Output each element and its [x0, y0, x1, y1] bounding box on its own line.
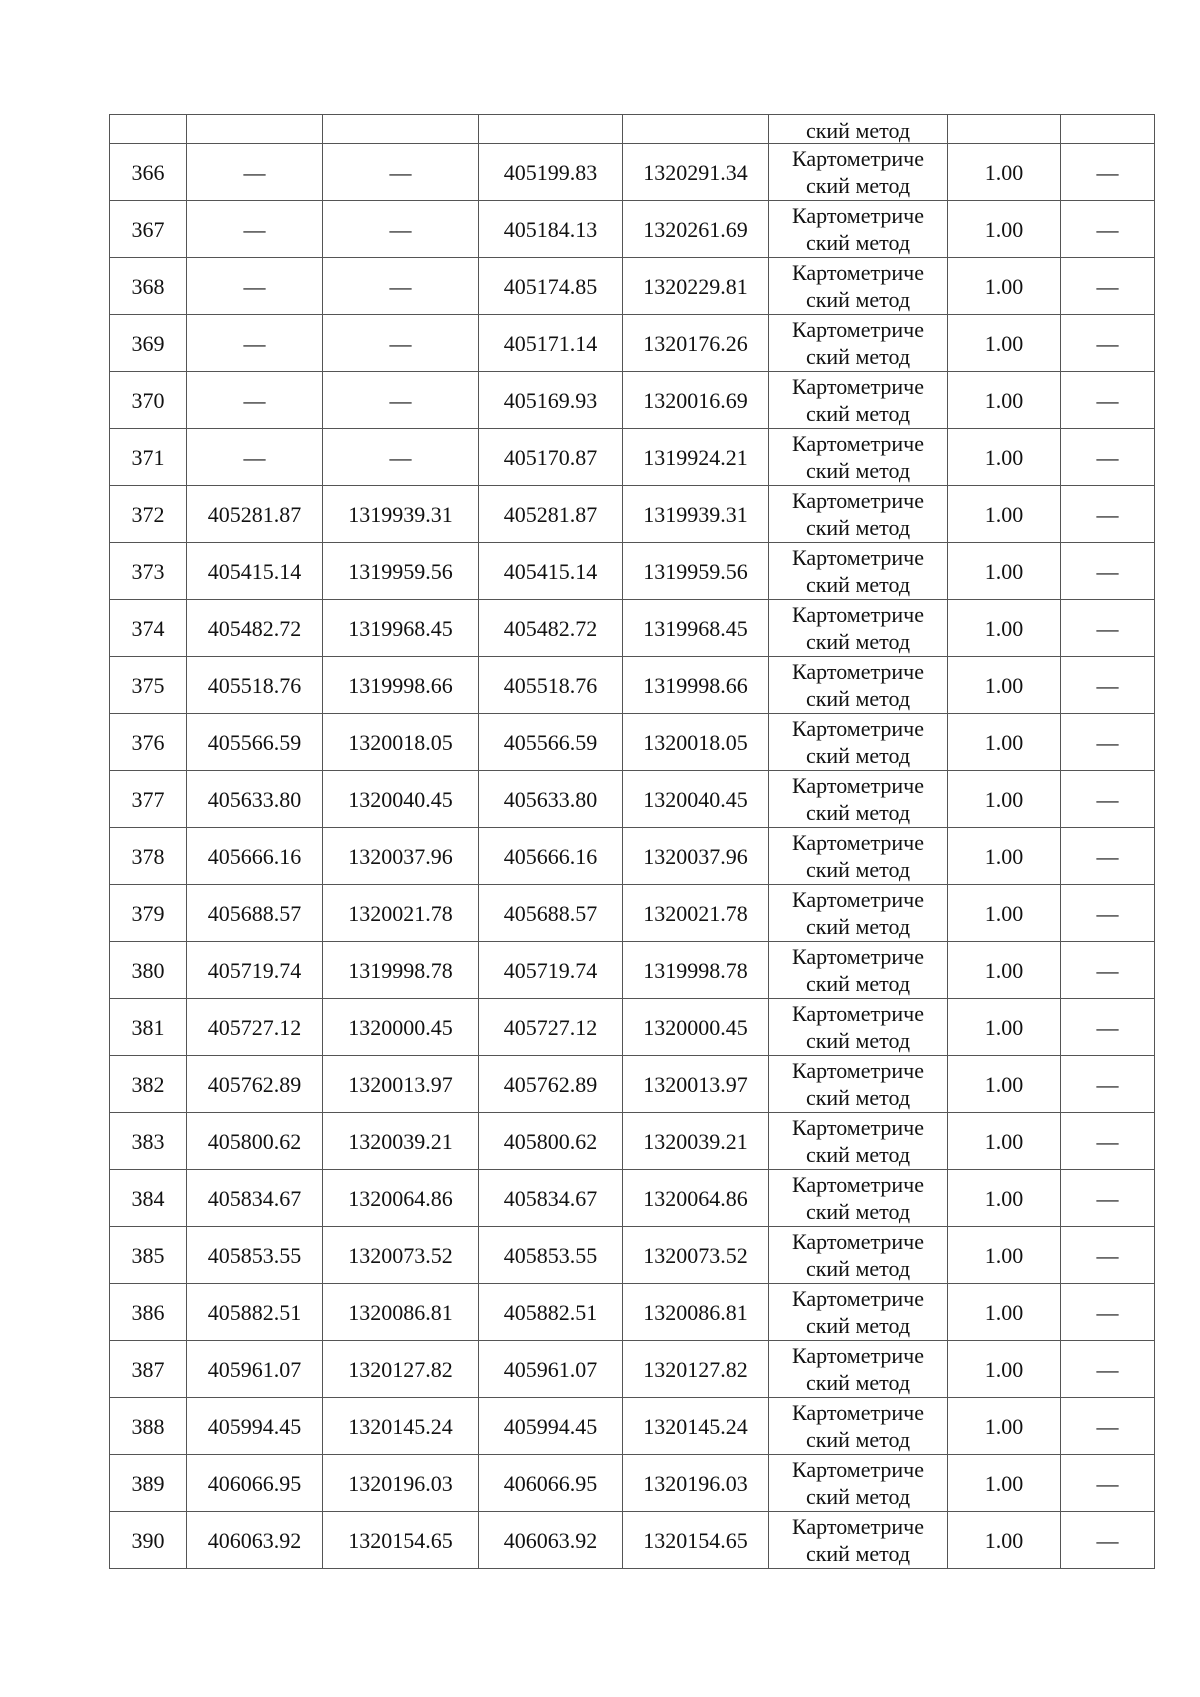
point-number-cell: 380 — [110, 942, 187, 999]
accuracy-cell: 1.00 — [948, 657, 1061, 714]
y-existing-cell: 1319998.78 — [323, 942, 479, 999]
y-existing-cell: 1319959.56 — [323, 543, 479, 600]
y-new-cell: 1319959.56 — [623, 543, 769, 600]
note-cell: — — [1061, 1170, 1155, 1227]
method-cell — [769, 1512, 948, 1569]
point-number-cell: 371 — [110, 429, 187, 486]
point-number-cell: 378 — [110, 828, 187, 885]
continuation-cell-y-new — [623, 115, 769, 144]
point-number-cell: 370 — [110, 372, 187, 429]
x-existing-cell: 405834.67 — [187, 1170, 323, 1227]
y-new-cell: 1319968.45 — [623, 600, 769, 657]
x-existing-cell: — — [187, 258, 323, 315]
method-line-2: ский метод — [805, 515, 911, 540]
continuation-cell-x-existing — [187, 115, 323, 144]
method-cell — [769, 1227, 948, 1284]
y-existing-cell: — — [323, 429, 479, 486]
x-existing-cell: 406063.92 — [187, 1512, 323, 1569]
table-row — [110, 315, 1155, 372]
note-cell: — — [1061, 1113, 1155, 1170]
point-number-cell: 387 — [110, 1341, 187, 1398]
point-number-cell: 368 — [110, 258, 187, 315]
method-cell — [769, 828, 948, 885]
method-line-1: Картометриче — [792, 146, 924, 171]
x-new-cell: 405174.85 — [479, 258, 623, 315]
x-new-cell: 405727.12 — [479, 999, 623, 1056]
x-new-cell: 405994.45 — [479, 1398, 623, 1455]
point-number-cell: 373 — [110, 543, 187, 600]
point-number-cell: 374 — [110, 600, 187, 657]
x-existing-cell: 405666.16 — [187, 828, 323, 885]
accuracy-cell: 1.00 — [948, 258, 1061, 315]
point-number-cell: 367 — [110, 201, 187, 258]
table-row — [110, 1227, 1155, 1284]
x-new-cell: 405666.16 — [479, 828, 623, 885]
table-row — [110, 999, 1155, 1056]
y-new-cell: 1319998.66 — [623, 657, 769, 714]
point-number-cell: 369 — [110, 315, 187, 372]
y-existing-cell: 1320040.45 — [323, 771, 479, 828]
method-cell — [769, 942, 948, 999]
table-row — [110, 1455, 1155, 1512]
method-cell — [769, 1056, 948, 1113]
table-row — [110, 1170, 1155, 1227]
method-line-2: ский метод — [805, 857, 911, 882]
x-new-cell: 405853.55 — [479, 1227, 623, 1284]
accuracy-cell: 1.00 — [948, 771, 1061, 828]
note-cell: — — [1061, 201, 1155, 258]
method-line-2: ский метод — [805, 800, 911, 825]
y-new-cell: 1320154.65 — [623, 1512, 769, 1569]
point-number-cell: 366 — [110, 144, 187, 201]
note-cell: — — [1061, 1341, 1155, 1398]
continuation-cell-number — [110, 115, 187, 144]
accuracy-cell: 1.00 — [948, 1056, 1061, 1113]
method-line-1: Картометриче — [792, 1286, 924, 1311]
method-line-2: ский метод — [805, 572, 911, 597]
point-number-cell: 386 — [110, 1284, 187, 1341]
x-existing-cell: 405415.14 — [187, 543, 323, 600]
x-new-cell: 405184.13 — [479, 201, 623, 258]
y-new-cell: 1320291.34 — [623, 144, 769, 201]
method-cell — [769, 999, 948, 1056]
method-line-2: ский метод — [805, 1199, 911, 1224]
accuracy-cell: 1.00 — [948, 1170, 1061, 1227]
note-cell: — — [1061, 372, 1155, 429]
y-existing-cell: 1320018.05 — [323, 714, 479, 771]
point-number-cell: 384 — [110, 1170, 187, 1227]
y-existing-cell: — — [323, 315, 479, 372]
x-new-cell: 405170.87 — [479, 429, 623, 486]
method-line-2: ский метод — [805, 401, 911, 426]
method-line-1: Картометриче — [792, 1229, 924, 1254]
accuracy-cell: 1.00 — [948, 201, 1061, 258]
x-new-cell: 405171.14 — [479, 315, 623, 372]
x-new-cell: 405415.14 — [479, 543, 623, 600]
x-new-cell: 405834.67 — [479, 1170, 623, 1227]
method-line-1: Картометриче — [792, 659, 924, 684]
table-row — [110, 600, 1155, 657]
continuation-cell-y-existing — [323, 115, 479, 144]
y-new-cell: 1320145.24 — [623, 1398, 769, 1455]
table-row — [110, 1113, 1155, 1170]
method-line-2: ский метод — [805, 1427, 911, 1452]
table-row — [110, 201, 1155, 258]
note-cell: — — [1061, 771, 1155, 828]
x-existing-cell: 405853.55 — [187, 1227, 323, 1284]
method-line-2: ский метод — [805, 230, 911, 255]
method-cell — [769, 429, 948, 486]
table-row — [110, 1056, 1155, 1113]
note-cell: — — [1061, 999, 1155, 1056]
method-cell — [769, 315, 948, 372]
continuation-cell-note — [1061, 115, 1155, 144]
method-cell — [769, 144, 948, 201]
y-new-cell: 1320018.05 — [623, 714, 769, 771]
accuracy-cell: 1.00 — [948, 1398, 1061, 1455]
x-existing-cell: 405762.89 — [187, 1056, 323, 1113]
method-line-1: Картометриче — [792, 1514, 924, 1539]
x-new-cell: 405688.57 — [479, 885, 623, 942]
method-cell — [769, 657, 948, 714]
point-number-cell: 389 — [110, 1455, 187, 1512]
y-existing-cell: 1320145.24 — [323, 1398, 479, 1455]
method-line-2: ский метод — [805, 1142, 911, 1167]
accuracy-cell: 1.00 — [948, 600, 1061, 657]
y-new-cell: 1320013.97 — [623, 1056, 769, 1113]
method-line-2: ский метод — [805, 1541, 911, 1566]
y-new-cell: 1320040.45 — [623, 771, 769, 828]
note-cell: — — [1061, 315, 1155, 372]
method-line-2: ский метод — [805, 287, 911, 312]
y-existing-cell: 1320073.52 — [323, 1227, 479, 1284]
y-new-cell: 1320176.26 — [623, 315, 769, 372]
y-existing-cell: 1320154.65 — [323, 1512, 479, 1569]
y-new-cell: 1320037.96 — [623, 828, 769, 885]
x-existing-cell: 405482.72 — [187, 600, 323, 657]
method-cell — [769, 258, 948, 315]
method-cell — [769, 600, 948, 657]
x-new-cell: 405482.72 — [479, 600, 623, 657]
y-new-cell: 1320073.52 — [623, 1227, 769, 1284]
table-row — [110, 372, 1155, 429]
point-number-cell: 372 — [110, 486, 187, 543]
y-new-cell: 1319924.21 — [623, 429, 769, 486]
method-line-2: ский метод — [805, 1370, 911, 1395]
x-existing-cell: 405518.76 — [187, 657, 323, 714]
method-line-2: ский метод — [805, 914, 911, 939]
table-row — [110, 543, 1155, 600]
accuracy-cell: 1.00 — [948, 315, 1061, 372]
method-line-2: ский метод — [805, 173, 911, 198]
method-line-1: Картометриче — [792, 944, 924, 969]
method-line-1: Картометриче — [792, 1058, 924, 1083]
accuracy-cell: 1.00 — [948, 144, 1061, 201]
x-existing-cell: — — [187, 201, 323, 258]
y-existing-cell: 1319968.45 — [323, 600, 479, 657]
note-cell: — — [1061, 1056, 1155, 1113]
method-line-2: ский метод — [805, 629, 911, 654]
x-existing-cell: 405566.59 — [187, 714, 323, 771]
y-existing-cell: 1320086.81 — [323, 1284, 479, 1341]
x-new-cell: 405762.89 — [479, 1056, 623, 1113]
x-existing-cell: 405719.74 — [187, 942, 323, 999]
point-number-cell: 382 — [110, 1056, 187, 1113]
method-line-1: Картометриче — [792, 716, 924, 741]
x-new-cell: 405961.07 — [479, 1341, 623, 1398]
x-new-cell: 405518.76 — [479, 657, 623, 714]
y-existing-cell: 1320021.78 — [323, 885, 479, 942]
y-new-cell: 1320064.86 — [623, 1170, 769, 1227]
coordinates-table — [109, 114, 1155, 1569]
method-cell — [769, 1170, 948, 1227]
y-existing-cell: 1320064.86 — [323, 1170, 479, 1227]
x-existing-cell: 405688.57 — [187, 885, 323, 942]
note-cell: — — [1061, 1455, 1155, 1512]
y-new-cell: 1320229.81 — [623, 258, 769, 315]
method-cell — [769, 771, 948, 828]
method-line-1: Картометриче — [792, 545, 924, 570]
method-line-1: Картометриче — [792, 773, 924, 798]
x-new-cell: 405281.87 — [479, 486, 623, 543]
method-cell — [769, 885, 948, 942]
accuracy-cell: 1.00 — [948, 1341, 1061, 1398]
note-cell: — — [1061, 1512, 1155, 1569]
y-existing-cell: 1320037.96 — [323, 828, 479, 885]
method-line-1: Картометриче — [792, 1343, 924, 1368]
y-new-cell: 1320127.82 — [623, 1341, 769, 1398]
table-row — [110, 1341, 1155, 1398]
method-cell — [769, 543, 948, 600]
note-cell: — — [1061, 1227, 1155, 1284]
point-number-cell: 381 — [110, 999, 187, 1056]
method-line-1: Картометриче — [792, 1001, 924, 1026]
note-cell: — — [1061, 486, 1155, 543]
y-existing-cell: 1320039.21 — [323, 1113, 479, 1170]
x-existing-cell: 405281.87 — [187, 486, 323, 543]
x-existing-cell: — — [187, 315, 323, 372]
accuracy-cell: 1.00 — [948, 942, 1061, 999]
y-existing-cell: — — [323, 144, 479, 201]
table-row — [110, 429, 1155, 486]
point-number-cell: 388 — [110, 1398, 187, 1455]
x-new-cell: 405199.83 — [479, 144, 623, 201]
table-row — [110, 714, 1155, 771]
x-existing-cell: 405994.45 — [187, 1398, 323, 1455]
method-line-1: Картометриче — [792, 830, 924, 855]
y-existing-cell: 1320127.82 — [323, 1341, 479, 1398]
accuracy-cell: 1.00 — [948, 486, 1061, 543]
accuracy-cell: 1.00 — [948, 1227, 1061, 1284]
x-existing-cell: 406066.95 — [187, 1455, 323, 1512]
y-new-cell: 1320000.45 — [623, 999, 769, 1056]
y-existing-cell: — — [323, 372, 479, 429]
continuation-row — [110, 115, 1155, 144]
note-cell: — — [1061, 543, 1155, 600]
table-row — [110, 486, 1155, 543]
note-cell: — — [1061, 600, 1155, 657]
method-cell — [769, 1341, 948, 1398]
method-cell — [769, 714, 948, 771]
table-row — [110, 771, 1155, 828]
y-existing-cell: — — [323, 201, 479, 258]
note-cell: — — [1061, 657, 1155, 714]
accuracy-cell: 1.00 — [948, 1113, 1061, 1170]
y-existing-cell: — — [323, 258, 479, 315]
table-row — [110, 1284, 1155, 1341]
method-line-2: ский метод — [805, 971, 911, 996]
table-body — [110, 115, 1155, 1569]
method-line-1: Картометриче — [792, 1457, 924, 1482]
y-existing-cell: 1320000.45 — [323, 999, 479, 1056]
x-existing-cell: — — [187, 372, 323, 429]
method-line-1: Картометриче — [792, 431, 924, 456]
method-line-1: Картометриче — [792, 488, 924, 513]
note-cell: — — [1061, 258, 1155, 315]
method-line-2: ский метод — [805, 743, 911, 768]
point-number-cell: 376 — [110, 714, 187, 771]
x-existing-cell: — — [187, 429, 323, 486]
accuracy-cell: 1.00 — [948, 828, 1061, 885]
method-cell — [769, 486, 948, 543]
method-cell — [769, 1284, 948, 1341]
method-cell — [769, 1113, 948, 1170]
x-new-cell: 405169.93 — [479, 372, 623, 429]
y-new-cell: 1320086.81 — [623, 1284, 769, 1341]
x-new-cell: 406066.95 — [479, 1455, 623, 1512]
continuation-cell-accuracy — [948, 115, 1061, 144]
table-row — [110, 885, 1155, 942]
x-existing-cell: 405961.07 — [187, 1341, 323, 1398]
method-line-2: ский метод — [805, 1313, 911, 1338]
table-row — [110, 828, 1155, 885]
method-line-1: Картометриче — [792, 602, 924, 627]
table-row — [110, 258, 1155, 315]
note-cell: — — [1061, 429, 1155, 486]
method-line-1: Картометриче — [792, 1172, 924, 1197]
y-new-cell: 1320196.03 — [623, 1455, 769, 1512]
point-number-cell: 383 — [110, 1113, 187, 1170]
accuracy-cell: 1.00 — [948, 714, 1061, 771]
method-line-1: Картометриче — [792, 1400, 924, 1425]
point-number-cell: 375 — [110, 657, 187, 714]
x-new-cell: 405633.80 — [479, 771, 623, 828]
x-existing-cell: 405800.62 — [187, 1113, 323, 1170]
y-new-cell: 1320039.21 — [623, 1113, 769, 1170]
note-cell: — — [1061, 828, 1155, 885]
x-existing-cell: — — [187, 144, 323, 201]
y-existing-cell: 1320013.97 — [323, 1056, 479, 1113]
note-cell: — — [1061, 1398, 1155, 1455]
method-line-2: ский метод — [805, 686, 911, 711]
point-number-cell: 385 — [110, 1227, 187, 1284]
accuracy-cell: 1.00 — [948, 999, 1061, 1056]
method-cell — [769, 1398, 948, 1455]
note-cell: — — [1061, 1284, 1155, 1341]
method-line-1: Картометриче — [792, 374, 924, 399]
x-existing-cell: 405727.12 — [187, 999, 323, 1056]
point-number-cell: 377 — [110, 771, 187, 828]
method-line-1: Картометриче — [792, 1115, 924, 1140]
method-line-2: ский метод — [805, 1028, 911, 1053]
table-row — [110, 657, 1155, 714]
accuracy-cell: 1.00 — [948, 1284, 1061, 1341]
note-cell: — — [1061, 885, 1155, 942]
continuation-cell-method: ский метод — [769, 115, 948, 144]
y-new-cell: 1319939.31 — [623, 486, 769, 543]
table-row — [110, 1398, 1155, 1455]
y-new-cell: 1320016.69 — [623, 372, 769, 429]
accuracy-cell: 1.00 — [948, 1455, 1061, 1512]
method-line-1: Картометриче — [792, 887, 924, 912]
y-new-cell: 1320021.78 — [623, 885, 769, 942]
method-line-2: ский метод — [805, 458, 911, 483]
x-existing-cell: 405882.51 — [187, 1284, 323, 1341]
table-row — [110, 1512, 1155, 1569]
method-line-2: ский метод — [805, 1085, 911, 1110]
method-line-1: Картометриче — [792, 203, 924, 228]
method-line-2: ский метод — [805, 1256, 911, 1281]
accuracy-cell: 1.00 — [948, 1512, 1061, 1569]
x-new-cell: 406063.92 — [479, 1512, 623, 1569]
y-new-cell: 1319998.78 — [623, 942, 769, 999]
x-existing-cell: 405633.80 — [187, 771, 323, 828]
note-cell: — — [1061, 144, 1155, 201]
method-line-2: ский метод — [805, 1484, 911, 1509]
y-new-cell: 1320261.69 — [623, 201, 769, 258]
table-row — [110, 942, 1155, 999]
method-line-2: ский метод — [805, 344, 911, 369]
accuracy-cell: 1.00 — [948, 885, 1061, 942]
y-existing-cell: 1319998.66 — [323, 657, 479, 714]
method-cell — [769, 372, 948, 429]
accuracy-cell: 1.00 — [948, 429, 1061, 486]
table-row — [110, 144, 1155, 201]
y-existing-cell: 1320196.03 — [323, 1455, 479, 1512]
note-cell: — — [1061, 942, 1155, 999]
x-new-cell: 405800.62 — [479, 1113, 623, 1170]
note-cell: — — [1061, 714, 1155, 771]
x-new-cell: 405882.51 — [479, 1284, 623, 1341]
point-number-cell: 379 — [110, 885, 187, 942]
continuation-cell-x-new — [479, 115, 623, 144]
method-line-1: Картометриче — [792, 260, 924, 285]
y-existing-cell: 1319939.31 — [323, 486, 479, 543]
method-line-1: Картометриче — [792, 317, 924, 342]
accuracy-cell: 1.00 — [948, 543, 1061, 600]
x-new-cell: 405719.74 — [479, 942, 623, 999]
x-new-cell: 405566.59 — [479, 714, 623, 771]
point-number-cell: 390 — [110, 1512, 187, 1569]
accuracy-cell: 1.00 — [948, 372, 1061, 429]
method-cell — [769, 201, 948, 258]
method-cell — [769, 1455, 948, 1512]
